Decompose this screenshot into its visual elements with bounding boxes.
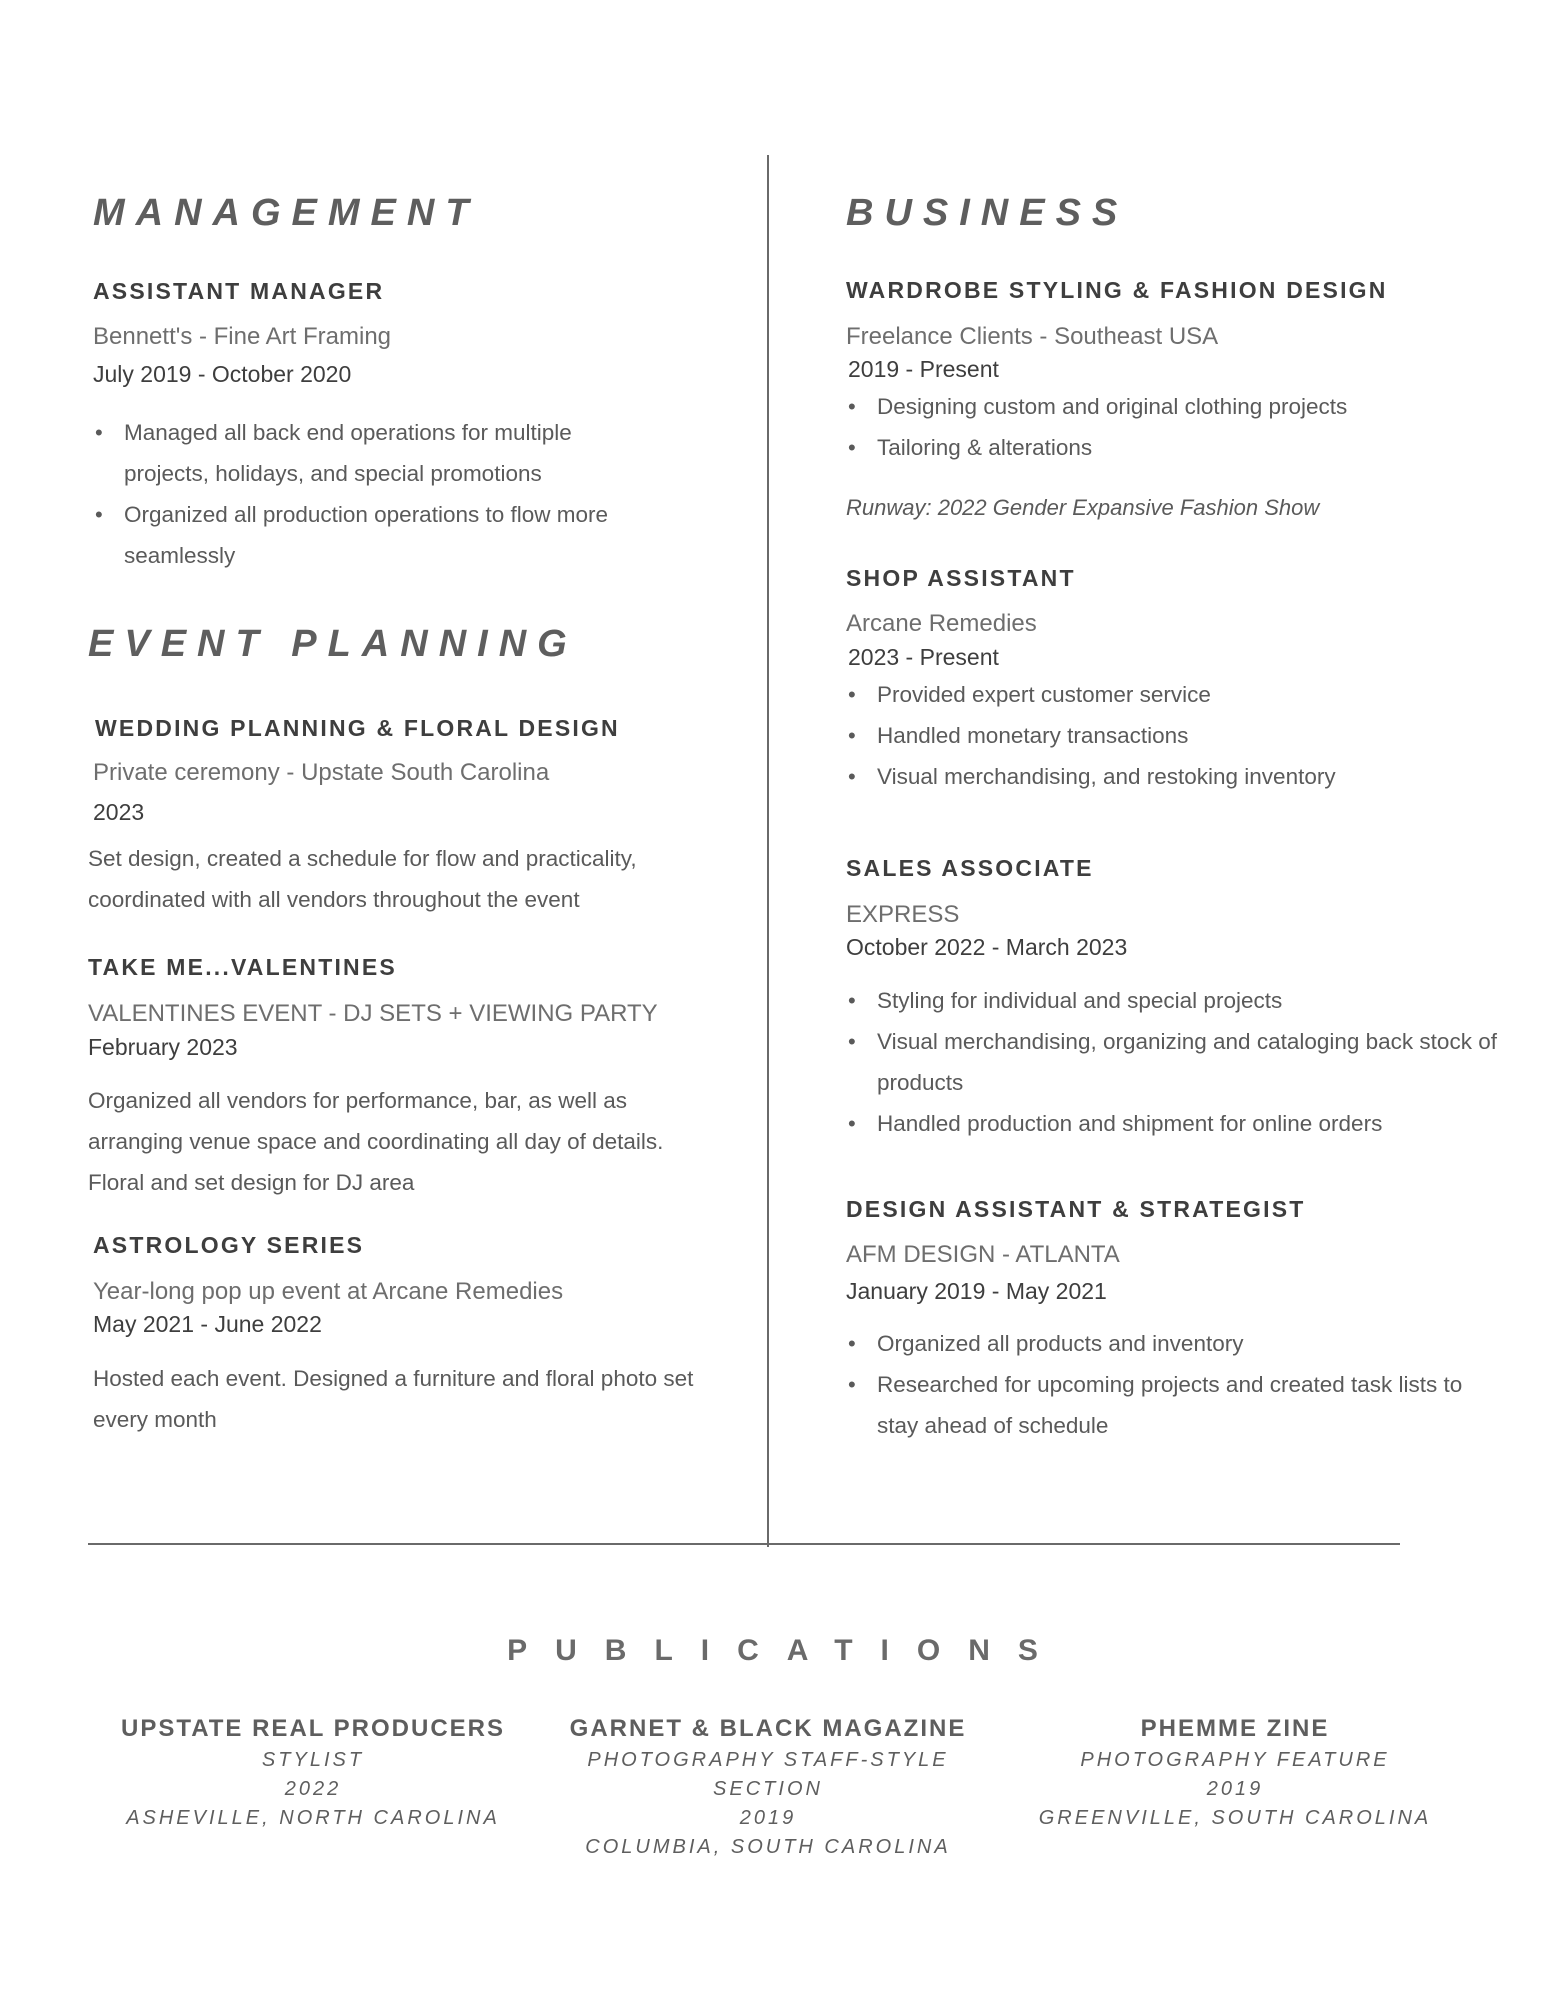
event-planning-heading: EVENT PLANNING [88,623,578,665]
event-date: 2023 [93,799,145,825]
publication-location: COLUMBIA, SOUTH CAROLINA [585,1836,951,1858]
bullet-item: • Designing custom and original clothing projects [846,386,1486,427]
bullet-item: • Visual merchandising, and restoking inventory [846,756,1486,797]
job-date: 2023 - Present [848,644,999,670]
runway-note: Runway: 2022 Gender Expansive Fashion Show [846,495,1320,520]
publication-phemme-zine [1005,1712,1465,1833]
publication-year: 2019 [1206,1778,1264,1800]
publication-role: PHOTOGRAPHY FEATURE [1080,1749,1390,1771]
publications-heading: PUBLICATIONS [507,1634,1066,1667]
job-date: 2019 - Present [848,356,999,382]
job-bullets [846,386,1486,468]
job-title: WARDROBE STYLING & FASHION DESIGN [846,277,1388,303]
business-heading: BUSINESS [846,192,1129,234]
event-org: Private ceremony - Upstate South Carolina [93,759,550,786]
job-title: DESIGN ASSISTANT & STRATEGIST [846,1196,1306,1222]
publication-location: GREENVILLE, SOUTH CAROLINA [1038,1807,1432,1829]
job-date: October 2022 - March 2023 [846,934,1128,960]
job-title: SALES ASSOCIATE [846,855,1094,881]
job-org: AFM DESIGN - ATLANTA [846,1241,1120,1268]
bullet-item: • Tailoring & alterations [846,427,1486,468]
publication-garnet-black [538,1712,998,1862]
event-description: Organized all vendors for performance, bar, as well as arranging venue space and coordinating all day of details. Floral and set design for DJ area [88,1088,664,1195]
job-org: Arcane Remedies [846,610,1037,637]
column-divider [767,155,769,1547]
section-divider [88,1543,1400,1545]
bullet-item: • Organized all products and inventory [846,1323,1486,1364]
event-title: TAKE ME...VALENTINES [88,954,397,980]
bullet-item: • Handled monetary transactions [846,715,1486,756]
publication-name: UPSTATE REAL PRODUCERS [120,1715,506,1742]
event-org: VALENTINES EVENT - DJ SETS + VIEWING PARTY [88,1000,658,1027]
bullet-item: • Organized all production operations to flow more seamlessly [93,494,653,576]
event-title: WEDDING PLANNING & FLORAL DESIGN [95,715,620,741]
job-title: SHOP ASSISTANT [846,565,1076,591]
job-org: Bennett's - Fine Art Framing [93,323,392,350]
bullet-item: • Visual merchandising, organizing and cataloging back stock of products [846,1021,1506,1103]
publication-role: STYLIST [261,1749,365,1771]
event-org: Year-long pop up event at Arcane Remedies [93,1278,564,1305]
event-description: Hosted each event. Designed a furniture and floral photo set every month [93,1366,694,1432]
publication-name: PHEMME ZINE [1140,1715,1330,1742]
publication-location: ASHEVILLE, NORTH CAROLINA [126,1807,500,1829]
management-heading: MANAGEMENT [93,192,480,234]
publication-upstate-real-producers [83,1712,543,1833]
job-bullets [846,1323,1486,1446]
job-date: July 2019 - October 2020 [93,361,352,387]
event-date: February 2023 [88,1034,238,1060]
bullet-item: • Styling for individual and special projects [846,980,1506,1021]
event-date: May 2021 - June 2022 [93,1311,322,1337]
publication-year: 2019 [739,1807,797,1829]
publication-role: PHOTOGRAPHY STAFF-STYLE SECTION [587,1749,949,1800]
job-org: Freelance Clients - Southeast USA [846,323,1219,350]
job-org: EXPRESS [846,901,960,928]
publication-name: GARNET & BLACK MAGAZINE [569,1715,967,1742]
bullet-item: • Researched for upcoming projects and created task lists to stay ahead of schedule [846,1364,1486,1446]
job-bullets [846,674,1486,797]
job-title: ASSISTANT MANAGER [93,278,385,304]
publication-year: 2022 [284,1778,342,1800]
bullet-item: • Managed all back end operations for multiple projects, holidays, and special promotions [93,412,653,494]
job-bullets [846,980,1506,1144]
bullet-item: • Handled production and shipment for online orders [846,1103,1506,1144]
event-title: ASTROLOGY SERIES [93,1232,365,1258]
bullet-item: • Provided expert customer service [846,674,1486,715]
job-bullets [93,412,653,576]
job-date: January 2019 - May 2021 [846,1278,1107,1304]
event-description: Set design, created a schedule for flow and practicality, coordinated with all vendors throughout the event [88,846,637,912]
